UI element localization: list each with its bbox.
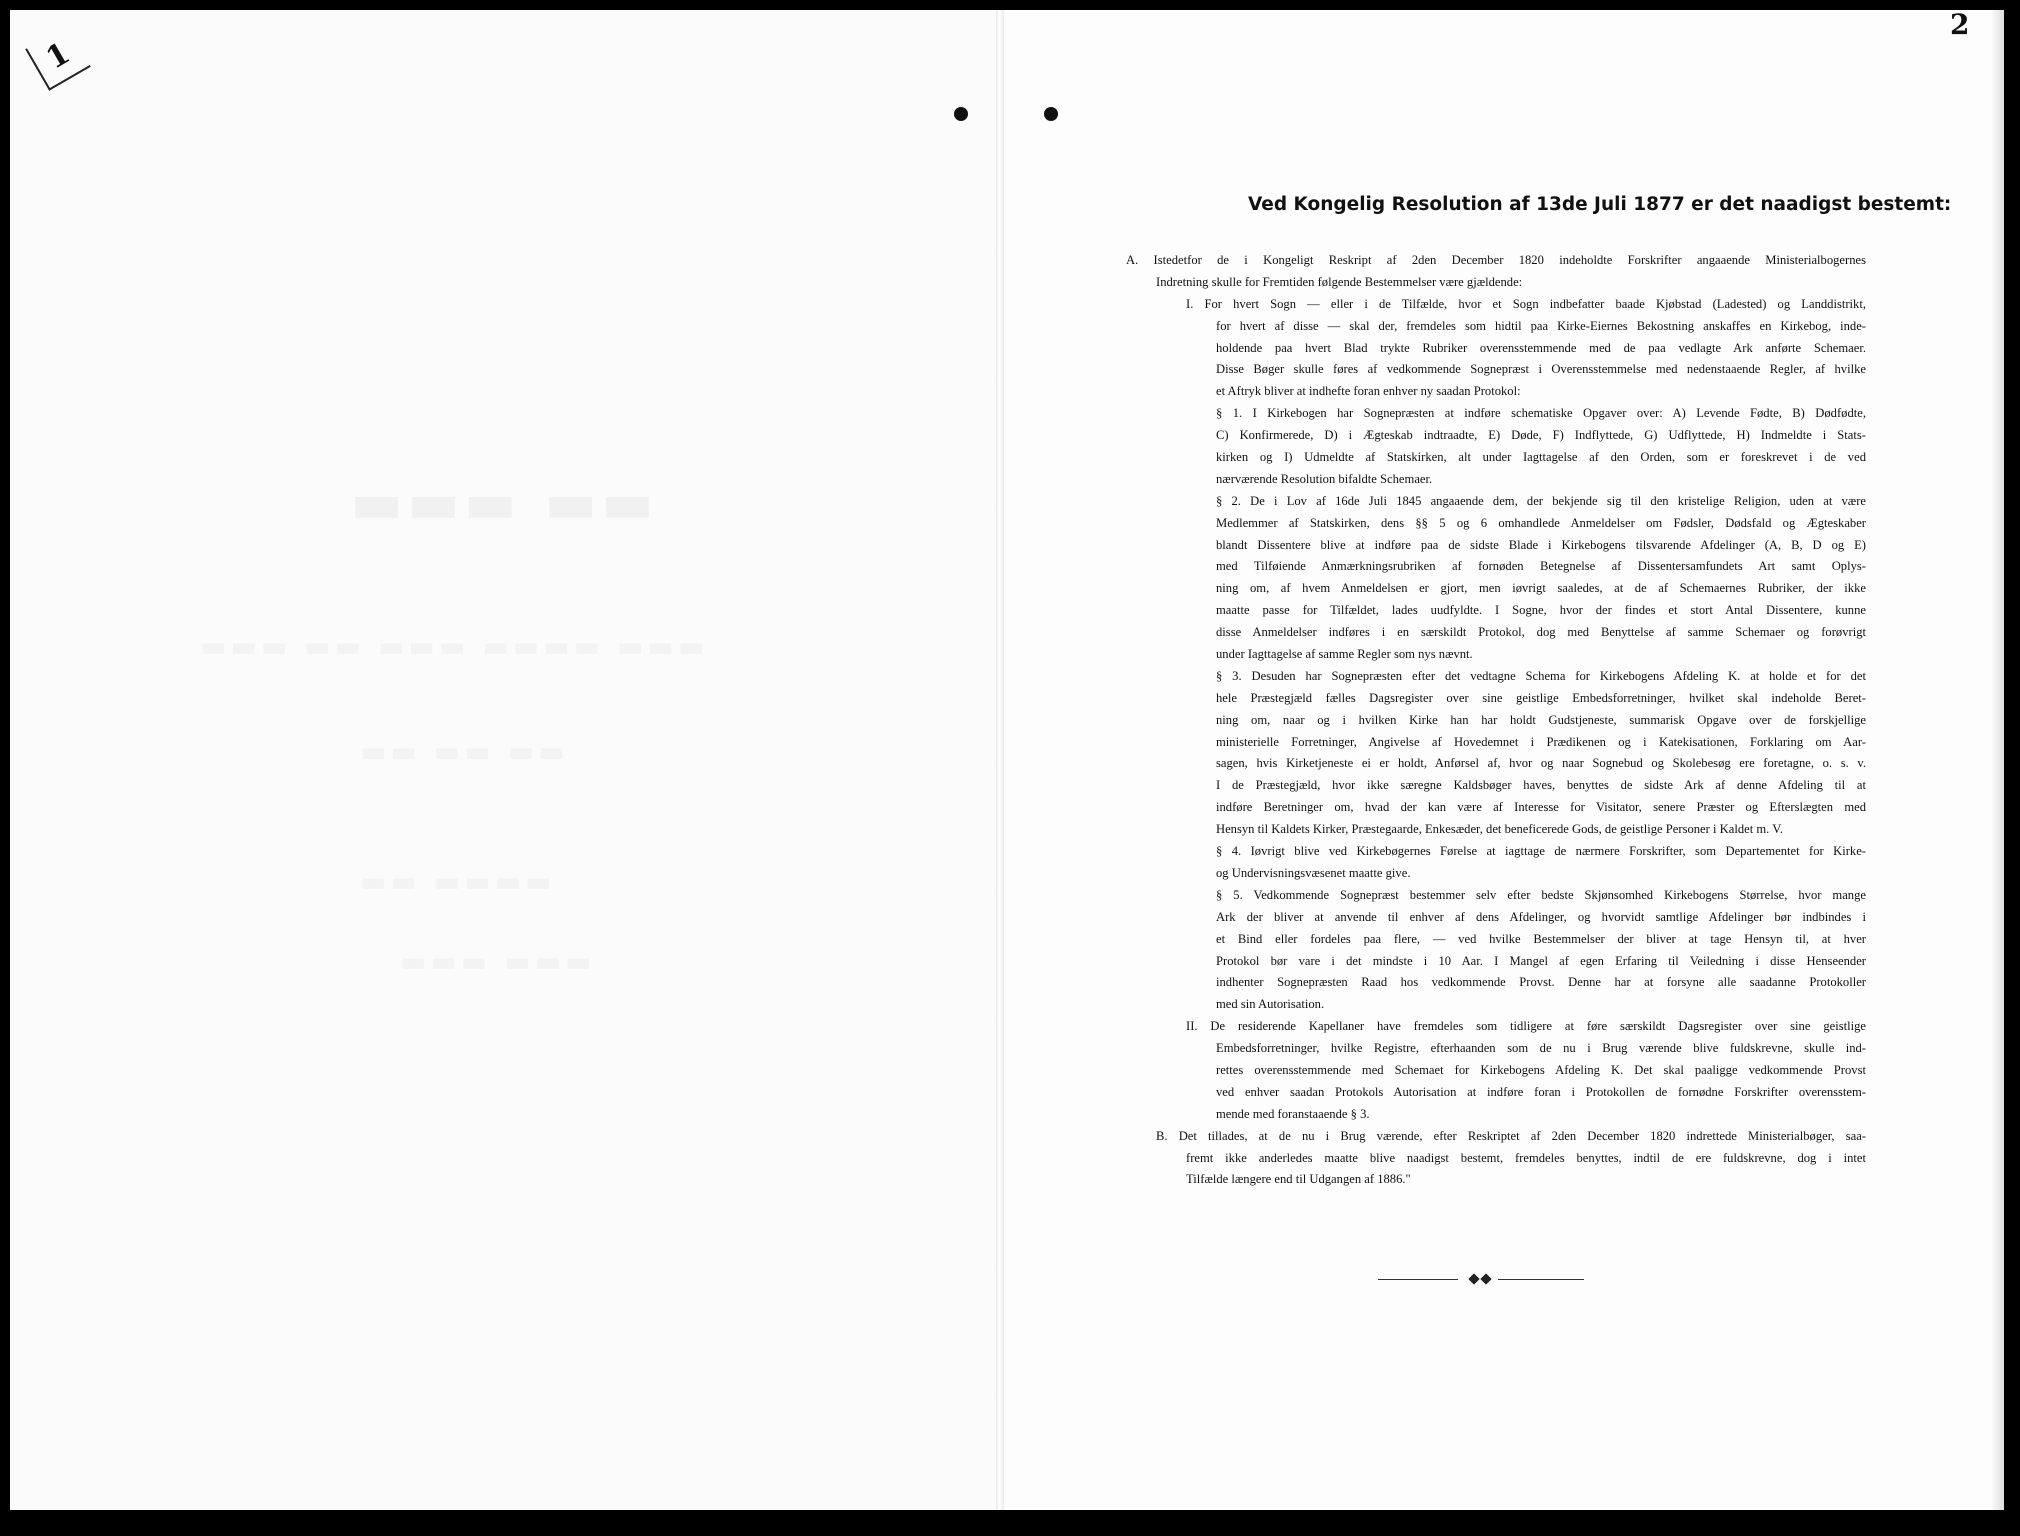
text-line: med sin Autorisation.	[1216, 997, 1325, 1012]
text-line: holdende paa hvert Blad trykte Rubriker overensstemmende med de paa vedlagte Ark anførte Schemaer.	[1216, 340, 1866, 355]
text-line: § 5. Vedkommende Sognepræst bestemmer selv efter bedste Skjønsomhed Kirkebogens Størrelse, hvor mange	[1216, 887, 1866, 902]
text-line: Embedsforretninger, hvilke Registre, efterhaanden som de nu i Brug værende blive fuldskrevne, skulle ind-	[1216, 1041, 1866, 1056]
text-line: ved enhver saadan Protokols Autorisation at indføre foran i Protokollen de fornødne Forskrifter overensstem-	[1216, 1084, 1866, 1099]
text-line: II. De residerende Kapellaner have fremdeles som tidligere at føre særskildt Dagsregister over sine geistlige	[1186, 1019, 1866, 1034]
text-line: § 1. I Kirkebogen har Sognepræsten at indføre schematiske Opgaver over: A) Levende Fødte, B) Dødfødte,	[1216, 406, 1866, 421]
text-line: et Aftryk bliver at indhefte foran enhver ny saadan Protokol:	[1216, 384, 1521, 399]
bleed-through-mark: ▬▬ ▬▬ ▬▬	[360, 735, 569, 768]
text-line: A. Istedetfor de i Kongeligt Reskript af 2den December 1820 indeholdte Forskrifter angaaende Ministerialbogernes	[1126, 253, 1866, 267]
text-line: Tilfælde længere end til Udgangen af 1886."	[1186, 1172, 1411, 1187]
text-line: blandt Dissentere blive at indføre paa de sidste Blade i Kirkebogens tilsvarende Afdelinger (A, B, D og E)	[1216, 537, 1866, 552]
text-line: B. Det tillades, at de nu i Brug værende, efter Reskriptet af 2den December 1820 indrettede Ministerialbøger, saa-	[1156, 1128, 1866, 1143]
top-ornament	[950, 104, 1070, 124]
resolution-heading: Ved Kongelig Resolution af 13de Juli 1877 er det naadigst bestemt:	[1248, 194, 1952, 215]
text-line: fremt ikke anderledes maatte blive naadigst bestemt, fremdeles benyttes, indtil de ere fuldskrevne, dog i intet	[1186, 1150, 1866, 1165]
text-line: hele Præstegjæld fælles Dagsregister over sine geistlige Embedsforretninger, hvilket skal indeholde Beret-	[1216, 690, 1866, 705]
bleed-through-mark: ▬▬▬ ▬▬ ▬▬▬ ▬▬▬▬ ▬▬▬	[200, 630, 709, 663]
text-line: I de Præstegjæld, hvor ikke særegne Kaldsbøger haves, benyttes de sidste Ark af denne Afdeling til at	[1216, 778, 1866, 793]
closing-ornament	[1378, 1272, 1584, 1286]
bleed-through-mark: ▬▬▬ ▬▬▬	[400, 945, 596, 978]
text-line: nærværende Resolution bifaldte Schemaer.	[1216, 471, 1433, 486]
text-line: for hvert af disse — skal der, fremdeles som hidtil paa Kirke-Eiernes Bekostning anskaffes en Kirkebog, inde-	[1216, 318, 1866, 333]
text-line: med Tilføiende Anmærkningsrubriken af fornøden Betegnelse af Dissentersamfundets Art samt Oplys-	[1216, 559, 1866, 574]
text-line: ning om, af hvem Anmeldelsen er gjort, men iøvrigt saaledes, at de af Schemaernes Rubriker, der ikke	[1216, 581, 1866, 596]
text-line: disse Anmeldelser indføres i en særskildt Protokol, dog med Benyttelse af samme Schemaer og forøvrigt	[1216, 625, 1866, 640]
text-line: indføre Beretninger om, hvad der kan være af Interesse for Visitator, senere Præster og Efterslægten med	[1216, 800, 1866, 815]
bleed-through-mark: ▬▬▬ ▬▬	[350, 470, 659, 536]
text-line: ning om, naar og i hvilken Kirke han har holdt Gudstjeneste, summarisk Opgave over de forskjellige	[1216, 712, 1866, 727]
resolution-text	[1126, 250, 1866, 1191]
book-gutter	[996, 10, 1004, 1510]
text-line: og Undervisningsvæsenet maatte give.	[1216, 865, 1411, 880]
text-line: ministerielle Forretninger, Angivelse af Hovedemnet i Prædikenen og i Katekisationen, Forklaring om Aar-	[1216, 734, 1866, 749]
text-line: indhenter Sognepræsten Raad hos vedkommende Provst. Denne har at forsyne alle saadanne Protokoller	[1216, 975, 1866, 990]
text-line: Ark der bliver at anvende til enhver af dens Afdelinger, og hvorvidt samtlige Afdelinger bør indbindes i	[1216, 909, 1866, 924]
bleed-through-mark: ▬▬ ▬▬▬▬	[360, 865, 556, 898]
text-line: § 2. De i Lov af 16de Juli 1845 angaaende dem, der bekjende sig til den kristelige Religion, uden at være	[1216, 493, 1866, 508]
text-line: Protokol bør vare i det mindste i 10 Aar. I Mangel af egen Erfaring til Veiledning i disse Henseender	[1216, 953, 1866, 968]
text-line: Disse Bøger skulle føres af vedkommende Sognepræst i Overensstemmelse med nedenstaaende Regler, af hvilke	[1216, 362, 1866, 377]
text-line: under Iagttagelse af samme Regler som nys nævnt.	[1216, 647, 1473, 662]
text-line: mende med foranstaaende § 3.	[1216, 1106, 1370, 1121]
text-line: § 4. Iøvrigt blive ved Kirkebøgernes Førelse at iagttage de nærmere Forskrifter, som Departementet for Kirke-	[1216, 844, 1866, 859]
page-edge	[1990, 10, 2004, 1510]
text-line: kirken og I) Udmeldte af Statskirken, alt under Iagttagelse af den Orden, som er foreskrevet i de ved	[1216, 450, 1866, 465]
text-line: et Bind eller fordeles paa flere, — ved hvilke Bestemmelser der bliver at tage Hensyn til, at hver	[1216, 931, 1866, 946]
right-page-number: 2	[1950, 8, 1970, 41]
text-line: rettes overensstemmende med Schemaet for Kirkebogens Afdeling K. Det skal paaligge vedkommende Provst	[1216, 1062, 1866, 1077]
text-line: Medlemmer af Statskirken, dens §§ 5 og 6 omhandlede Anmeldelser om Fødsler, Dødsfald og Ægteskaber	[1216, 515, 1866, 530]
text-line: C) Konfirmerede, D) i Ægteskab indtraadte, E) Døde, F) Indflyttede, G) Udflyttede, H) Indmeldte i Stats-	[1216, 428, 1866, 443]
left-page-number: 1	[25, 25, 91, 91]
text-line: Hensyn til Kaldets Kirker, Præstegaarde, Enkesæder, det beneficerede Gods, de geistlige Personer i Kaldet m. V.	[1216, 822, 1783, 837]
text-line: sagen, hvis Kirketjeneste ei er holdt, Anførsel af, hvor og naar Sognebud og Skolebesøg ere foretagne, o. s. v.	[1216, 756, 1866, 771]
text-line: Indretning skulle for Fremtiden følgende Bestemmelser være gjældende:	[1156, 274, 1523, 289]
text-line: § 3. Desuden har Sognepræsten efter det vedtagne Schema for Kirkebogens Afdeling K. at holde et for det	[1216, 668, 1866, 683]
text-line: I. For hvert Sogn — eller i de Tilfælde, hvor et Sogn indbefatter baade Kjøbstad (Ladested) og Landdistrikt,	[1186, 296, 1866, 311]
text-line: maatte passe for Tilfældet, lades uudfyldte. I Sogne, hvor der findes et stort Antal Dissentere, kunne	[1216, 603, 1866, 618]
